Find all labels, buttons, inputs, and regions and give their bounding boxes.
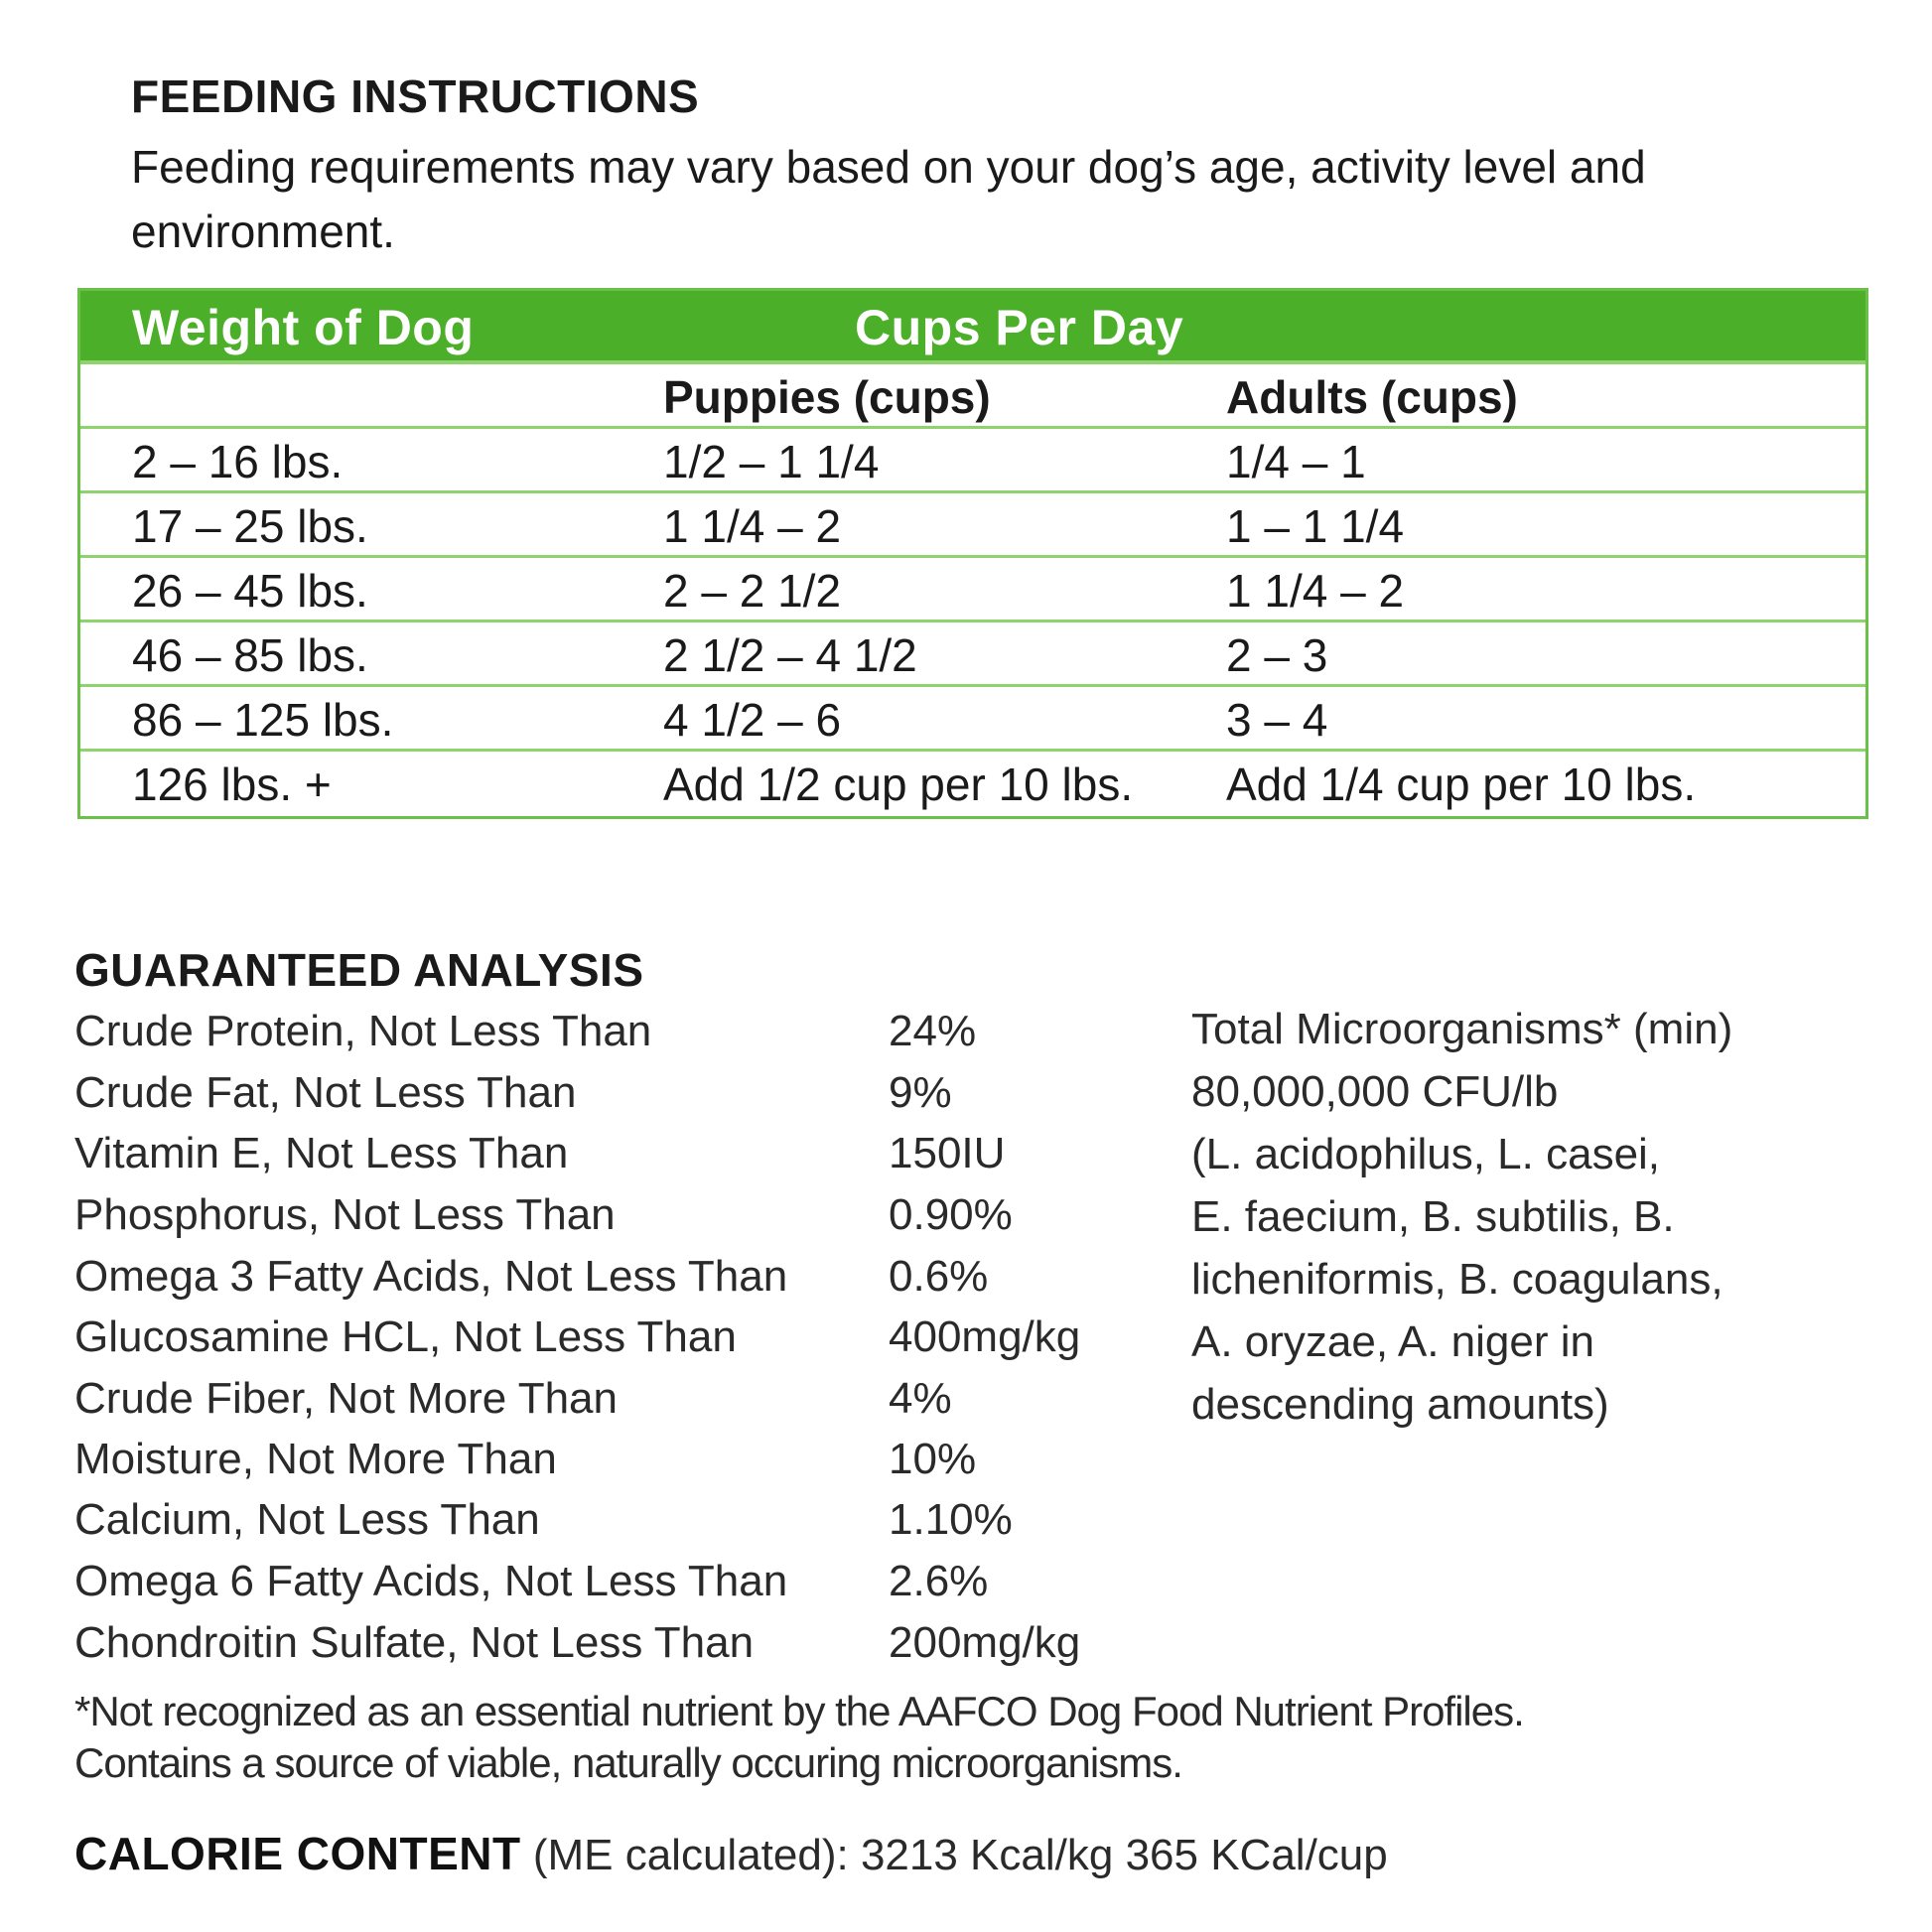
analysis-label: Omega 3 Fatty Acids, Not Less Than <box>74 1252 788 1301</box>
calorie-label: CALORIE CONTENT <box>74 1828 521 1879</box>
analysis-value: 200mg/kg <box>889 1618 1081 1667</box>
feeding-table-subheader <box>80 364 1865 429</box>
analysis-label: Vitamin E, Not Less Than <box>74 1129 569 1177</box>
analysis-value: 2.6% <box>889 1557 989 1605</box>
footnote <box>74 1686 1524 1789</box>
analysis-label: Moisture, Not More Than <box>74 1435 557 1483</box>
analysis-value: 150IU <box>889 1129 1006 1177</box>
analysis-label: Glucosamine HCL, Not Less Than <box>74 1312 737 1361</box>
analysis-label: Chondroitin Sulfate, Not Less Than <box>74 1618 755 1667</box>
puppies-cell: 4 1/2 – 6 <box>663 694 842 746</box>
table-row <box>80 752 1865 813</box>
analysis-value: 400mg/kg <box>889 1312 1081 1361</box>
microorganisms-line: Total Microorganisms* (min) <box>1191 1005 1733 1053</box>
feeding-table <box>77 288 1868 819</box>
adults-cell: 3 – 4 <box>1226 694 1328 746</box>
puppies-cell: 2 1/2 – 4 1/2 <box>663 629 917 681</box>
analysis-value: 24% <box>889 1007 977 1055</box>
analysis-label: Crude Protein, Not Less Than <box>74 1007 652 1055</box>
analysis-title: GUARANTEED ANALYSIS <box>74 944 644 996</box>
analysis-label: Calcium, Not Less Than <box>74 1495 540 1544</box>
adults-cell: 1/4 – 1 <box>1226 436 1366 487</box>
footnote-line: Contains a source of viable, naturally occuring microorganisms. <box>74 1739 1182 1786</box>
subheader-adults: Adults (cups) <box>1226 371 1518 423</box>
weight-cell: 17 – 25 lbs. <box>132 500 368 552</box>
subheader-puppies: Puppies (cups) <box>663 371 991 423</box>
adults-cell: 1 – 1 1/4 <box>1226 500 1405 552</box>
analysis-label: Omega 6 Fatty Acids, Not Less Than <box>74 1557 788 1605</box>
analysis-value: 0.90% <box>889 1190 1013 1239</box>
adults-cell: 2 – 3 <box>1226 629 1328 681</box>
microorganisms-line: licheniformis, B. coagulans, <box>1191 1255 1724 1304</box>
calorie-content <box>74 1827 1388 1880</box>
analysis-value: 10% <box>889 1435 977 1483</box>
weight-cell: 46 – 85 lbs. <box>132 629 368 681</box>
analysis-label: Phosphorus, Not Less Than <box>74 1190 616 1239</box>
table-row <box>80 687 1865 752</box>
weight-cell: 86 – 125 lbs. <box>132 694 394 746</box>
weight-cell: 2 – 16 lbs. <box>132 436 344 487</box>
puppies-cell: 1 1/4 – 2 <box>663 500 842 552</box>
analysis-value: 1.10% <box>889 1495 1013 1544</box>
weight-cell: 26 – 45 lbs. <box>132 565 368 617</box>
feeding-table-header <box>80 291 1865 364</box>
microorganisms-block <box>1191 998 1886 1436</box>
table-row <box>80 429 1865 493</box>
feeding-description: Feeding requirements may vary based on your dog’s age, activity level and environment. <box>131 141 1646 257</box>
microorganisms-line: E. faecium, B. subtilis, B. <box>1191 1192 1675 1241</box>
weight-cell: 126 lbs. + <box>132 759 332 810</box>
table-row <box>80 558 1865 622</box>
puppies-cell: 2 – 2 1/2 <box>663 565 842 617</box>
feeding-title: FEEDING INSTRUCTIONS <box>131 70 700 122</box>
analysis-value: 9% <box>889 1068 952 1117</box>
puppies-cell: 1/2 – 1 1/4 <box>663 436 880 487</box>
microorganisms-line: 80,000,000 CFU/lb <box>1191 1067 1559 1116</box>
analysis-label: Crude Fat, Not Less Than <box>74 1068 577 1117</box>
table-row <box>80 493 1865 558</box>
table-row <box>80 622 1865 687</box>
analysis-value: 0.6% <box>889 1252 989 1301</box>
analysis-value: 4% <box>889 1374 952 1423</box>
microorganisms-line: descending amounts) <box>1191 1380 1609 1429</box>
microorganisms-line: (L. acidophilus, L. casei, <box>1191 1130 1661 1178</box>
calorie-text: (ME calculated): 3213 Kcal/kg 365 KCal/cup <box>520 1831 1388 1879</box>
adults-cell: 1 1/4 – 2 <box>1226 565 1405 617</box>
header-weight: Weight of Dog <box>132 300 475 355</box>
adults-cell: Add 1/4 cup per 10 lbs. <box>1226 759 1697 810</box>
header-cups-per-day: Cups Per Day <box>855 300 1184 355</box>
analysis-label: Crude Fiber, Not More Than <box>74 1374 618 1423</box>
footnote-line: *Not recognized as an essential nutrient by the AAFCO Dog Food Nutrient Profiles. <box>74 1688 1524 1734</box>
puppies-cell: Add 1/2 cup per 10 lbs. <box>663 759 1134 810</box>
microorganisms-line: A. oryzae, A. niger in <box>1191 1317 1594 1366</box>
